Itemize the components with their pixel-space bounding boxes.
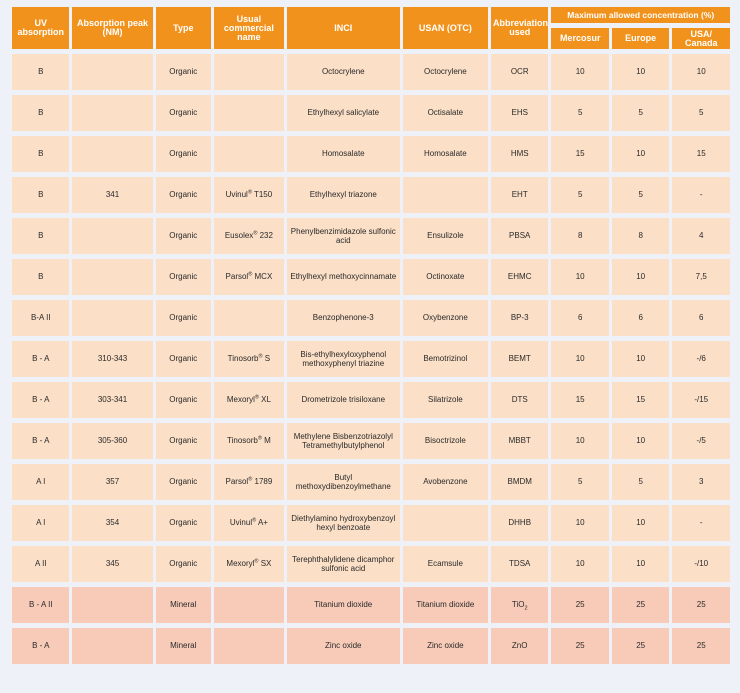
cell-uv-absorption: A I <box>12 505 69 541</box>
table-row <box>12 382 730 418</box>
table-body <box>12 54 730 664</box>
cell-type: Organic <box>156 382 211 418</box>
cell-usa-canada: -/10 <box>672 546 730 582</box>
cell-uv-absorption: B - A <box>12 423 69 459</box>
cell-abbreviation <box>491 54 548 90</box>
cell-europe: 5 <box>612 464 669 500</box>
cell-absorption-peak: 303-341 <box>72 382 152 418</box>
cell-mercosur: 10 <box>551 505 608 541</box>
cell-abbreviation <box>491 95 548 131</box>
cell-type: Mineral <box>156 628 211 664</box>
cell-uv-absorption: B <box>12 54 69 90</box>
cell-usa-canada: -/6 <box>672 341 730 377</box>
abbreviation-text: BP-3 <box>510 313 529 323</box>
cell-commercial-name <box>214 628 284 664</box>
cell-commercial-name <box>214 546 284 582</box>
cell-usan: Bemotrizinol <box>403 341 488 377</box>
cell-absorption-peak <box>72 300 152 336</box>
cell-europe: 15 <box>612 382 669 418</box>
cell-commercial-name <box>214 587 284 623</box>
cell-inci: Zinc oxide <box>287 628 400 664</box>
cell-commercial-name <box>214 218 284 254</box>
cell-usa-canada: 4 <box>672 218 730 254</box>
registered-mark: ® <box>254 394 259 401</box>
brand-suffix: SX <box>258 559 272 569</box>
cell-uv-absorption: B <box>12 95 69 131</box>
cell-abbreviation <box>491 628 548 664</box>
cell-uv-absorption: B <box>12 136 69 172</box>
cell-type: Mineral <box>156 587 211 623</box>
brand-suffix: XL <box>258 395 271 405</box>
cell-uv-absorption: A II <box>12 546 69 582</box>
cell-europe: 5 <box>612 95 669 131</box>
cell-absorption-peak: 357 <box>72 464 152 500</box>
table-row <box>12 95 730 131</box>
cell-mercosur: 8 <box>551 218 608 254</box>
abbreviation-text: ZnO <box>511 641 528 651</box>
cell-commercial-name <box>214 136 284 172</box>
cell-usan <box>403 177 488 213</box>
cell-europe: 5 <box>612 177 669 213</box>
table-row <box>12 423 730 459</box>
cell-uv-absorption: B - A <box>12 382 69 418</box>
cell-usa-canada: 25 <box>672 587 730 623</box>
sunscreen-filters-table-container <box>12 2 724 669</box>
cell-uv-absorption: A I <box>12 464 69 500</box>
abbreviation-text: OCR <box>510 67 529 77</box>
cell-mercosur: 15 <box>551 136 608 172</box>
table-row <box>12 505 730 541</box>
cell-europe: 10 <box>612 54 669 90</box>
cell-absorption-peak: 310-343 <box>72 341 152 377</box>
cell-type: Organic <box>156 300 211 336</box>
cell-usan: Homosalate <box>403 136 488 172</box>
cell-mercosur: 5 <box>551 95 608 131</box>
cell-usa-canada: 25 <box>672 628 730 664</box>
header-usan: USAN (OTC) <box>403 7 488 49</box>
table-row <box>12 54 730 90</box>
cell-inci: Ethylhexyl triazone <box>287 177 400 213</box>
header-europe: Europe <box>612 28 669 49</box>
cell-absorption-peak <box>72 54 152 90</box>
brand-name: Parsol <box>225 477 249 487</box>
table-row <box>12 587 730 623</box>
registered-mark: ® <box>252 517 257 524</box>
cell-abbreviation <box>491 259 548 295</box>
cell-mercosur: 10 <box>551 423 608 459</box>
cell-uv-absorption: B <box>12 259 69 295</box>
cell-mercosur: 10 <box>551 259 608 295</box>
cell-europe: 25 <box>612 628 669 664</box>
cell-usa-canada: 15 <box>672 136 730 172</box>
cell-absorption-peak <box>72 259 152 295</box>
registered-mark: ® <box>248 271 253 278</box>
registered-mark: ® <box>253 230 258 237</box>
cell-mercosur: 10 <box>551 341 608 377</box>
cell-europe: 10 <box>612 136 669 172</box>
header-uv-absorption: UV absorption <box>12 7 69 49</box>
brand-name: Mexoryl <box>226 559 255 569</box>
brand-name: Tinosorb <box>227 436 258 446</box>
registered-mark: ® <box>258 353 263 360</box>
cell-abbreviation <box>491 546 548 582</box>
cell-absorption-peak <box>72 587 152 623</box>
cell-usa-canada: 6 <box>672 300 730 336</box>
cell-absorption-peak: 345 <box>72 546 152 582</box>
table-row <box>12 628 730 664</box>
cell-commercial-name <box>214 341 284 377</box>
abbreviation-text: EHMC <box>507 272 532 282</box>
abbreviation-text: DHHB <box>508 518 532 528</box>
cell-abbreviation <box>491 300 548 336</box>
cell-type: Organic <box>156 546 211 582</box>
abbreviation-text: MBBT <box>508 436 531 446</box>
abbreviation-text: BMDM <box>507 477 532 487</box>
table-row <box>12 218 730 254</box>
cell-inci: Bis-ethylhexyloxyphenol methoxyphenyl triazine <box>287 341 400 377</box>
cell-uv-absorption: B - A <box>12 341 69 377</box>
brand-suffix: 232 <box>257 231 273 241</box>
cell-type: Organic <box>156 259 211 295</box>
cell-usan: Avobenzone <box>403 464 488 500</box>
cell-mercosur: 10 <box>551 54 608 90</box>
cell-mercosur: 6 <box>551 300 608 336</box>
header-type: Type <box>156 7 211 49</box>
abbreviation-text: HMS <box>510 149 529 159</box>
cell-inci: Drometrizole trisiloxane <box>287 382 400 418</box>
abbreviation-text: EHT <box>511 190 528 200</box>
cell-inci: Butyl methoxydibenzoylmethane <box>287 464 400 500</box>
cell-europe: 25 <box>612 587 669 623</box>
brand-name: Parsol <box>225 272 249 282</box>
brand-suffix: 1789 <box>252 477 273 487</box>
table-row <box>12 464 730 500</box>
cell-usan: Silatrizole <box>403 382 488 418</box>
cell-usan: Zinc oxide <box>403 628 488 664</box>
cell-usa-canada: - <box>672 177 730 213</box>
cell-europe: 10 <box>612 505 669 541</box>
cell-type: Organic <box>156 505 211 541</box>
brand-name: Uvinul <box>225 190 248 200</box>
cell-usa-canada: -/5 <box>672 423 730 459</box>
cell-commercial-name <box>214 505 284 541</box>
cell-mercosur: 5 <box>551 177 608 213</box>
cell-abbreviation <box>491 423 548 459</box>
cell-inci: Methylene Bisbenzotriazolyl Tetramethylbutylphenol <box>287 423 400 459</box>
cell-commercial-name <box>214 464 284 500</box>
header-absorption-peak: Absorption peak (NM) <box>72 7 152 49</box>
abbreviation-text: EHS <box>511 108 528 118</box>
table-row <box>12 341 730 377</box>
cell-mercosur: 15 <box>551 382 608 418</box>
cell-usan: Octinoxate <box>403 259 488 295</box>
cell-abbreviation <box>491 505 548 541</box>
sunscreen-filters-table <box>9 2 733 669</box>
cell-absorption-peak: 341 <box>72 177 152 213</box>
table-row <box>12 177 730 213</box>
header-abbreviation: Abbreviation used <box>491 7 548 49</box>
cell-usa-canada: 5 <box>672 95 730 131</box>
cell-commercial-name <box>214 382 284 418</box>
cell-absorption-peak <box>72 136 152 172</box>
cell-type: Organic <box>156 136 211 172</box>
cell-abbreviation <box>491 218 548 254</box>
header-commercial-name: Usual commercial name <box>214 7 284 49</box>
registered-mark: ® <box>247 189 252 196</box>
cell-absorption-peak <box>72 95 152 131</box>
cell-commercial-name <box>214 259 284 295</box>
cell-europe: 10 <box>612 546 669 582</box>
cell-inci: Ethylhexyl methoxycinnamate <box>287 259 400 295</box>
cell-type: Organic <box>156 95 211 131</box>
cell-uv-absorption: B - A II <box>12 587 69 623</box>
cell-abbreviation <box>491 341 548 377</box>
cell-commercial-name <box>214 54 284 90</box>
cell-uv-absorption: B-A II <box>12 300 69 336</box>
registered-mark: ® <box>254 558 259 565</box>
cell-inci: Octocrylene <box>287 54 400 90</box>
cell-mercosur: 5 <box>551 464 608 500</box>
brand-suffix: S <box>262 354 271 364</box>
cell-type: Organic <box>156 54 211 90</box>
cell-europe: 10 <box>612 259 669 295</box>
cell-absorption-peak <box>72 218 152 254</box>
cell-type: Organic <box>156 423 211 459</box>
cell-europe: 6 <box>612 300 669 336</box>
cell-inci: Benzophenone-3 <box>287 300 400 336</box>
cell-usa-canada: - <box>672 505 730 541</box>
cell-usan: Oxybenzone <box>403 300 488 336</box>
cell-usan: Octocrylene <box>403 54 488 90</box>
cell-commercial-name <box>214 177 284 213</box>
header-inci: INCI <box>287 7 400 49</box>
cell-abbreviation <box>491 382 548 418</box>
cell-usan: Bisoctrizole <box>403 423 488 459</box>
cell-commercial-name <box>214 95 284 131</box>
table-header <box>12 7 730 49</box>
header-max-concentration: Maximum allowed concentration (%) <box>551 7 730 23</box>
cell-usa-canada: 3 <box>672 464 730 500</box>
cell-abbreviation <box>491 587 548 623</box>
brand-suffix: T150 <box>251 190 273 200</box>
table-row <box>12 546 730 582</box>
cell-abbreviation <box>491 177 548 213</box>
brand-name: Uvinul <box>229 518 253 528</box>
cell-type: Organic <box>156 218 211 254</box>
cell-inci: Ethylhexyl salicylate <box>287 95 400 131</box>
registered-mark: ® <box>248 476 253 483</box>
brand-suffix: A+ <box>256 518 268 528</box>
cell-commercial-name <box>214 423 284 459</box>
registered-mark: ® <box>257 435 262 442</box>
cell-inci: Terephthalylidene dicamphor sulfonic acid <box>287 546 400 582</box>
abbreviation-text: TiO <box>511 600 525 610</box>
table-row <box>12 136 730 172</box>
cell-mercosur: 25 <box>551 587 608 623</box>
cell-commercial-name <box>214 300 284 336</box>
cell-europe: 8 <box>612 218 669 254</box>
abbreviation-text: TDSA <box>509 559 531 569</box>
cell-inci: Titanium dioxide <box>287 587 400 623</box>
brand-name: Mexoryl <box>226 395 255 405</box>
cell-europe: 10 <box>612 341 669 377</box>
cell-type: Organic <box>156 464 211 500</box>
brand-suffix: M <box>261 436 271 446</box>
brand-suffix: MCX <box>252 272 273 282</box>
cell-usa-canada: -/15 <box>672 382 730 418</box>
abbreviation-text: BEMT <box>508 354 531 364</box>
cell-abbreviation <box>491 136 548 172</box>
cell-inci: Homosalate <box>287 136 400 172</box>
abbreviation-text: PBSA <box>509 231 531 241</box>
cell-usan: Titanium dioxide <box>403 587 488 623</box>
brand-name: Tinosorb <box>227 354 259 364</box>
cell-usa-canada: 10 <box>672 54 730 90</box>
cell-type: Organic <box>156 341 211 377</box>
cell-europe: 10 <box>612 423 669 459</box>
cell-uv-absorption: B <box>12 218 69 254</box>
table-row <box>12 300 730 336</box>
cell-absorption-peak: 305-360 <box>72 423 152 459</box>
table-row <box>12 259 730 295</box>
cell-usan: Octisalate <box>403 95 488 131</box>
cell-absorption-peak <box>72 628 152 664</box>
cell-usa-canada: 7,5 <box>672 259 730 295</box>
cell-usan: Ecamsule <box>403 546 488 582</box>
cell-mercosur: 10 <box>551 546 608 582</box>
cell-uv-absorption: B - A <box>12 628 69 664</box>
header-mercosur: Mercosur <box>551 28 608 49</box>
cell-uv-absorption: B <box>12 177 69 213</box>
cell-type: Organic <box>156 177 211 213</box>
cell-absorption-peak: 354 <box>72 505 152 541</box>
cell-inci: Phenylbenzimidazole sulfonic acid <box>287 218 400 254</box>
cell-mercosur: 25 <box>551 628 608 664</box>
cell-abbreviation <box>491 464 548 500</box>
header-usa-canada: USA/ Canada <box>672 28 730 49</box>
cell-inci: Diethylamino hydroxybenzoyl hexyl benzoate <box>287 505 400 541</box>
cell-usan <box>403 505 488 541</box>
abbreviation-subscript: 2 <box>524 605 528 612</box>
abbreviation-text: DTS <box>511 395 528 405</box>
cell-usan: Ensulizole <box>403 218 488 254</box>
brand-name: Eusolex <box>224 231 254 241</box>
